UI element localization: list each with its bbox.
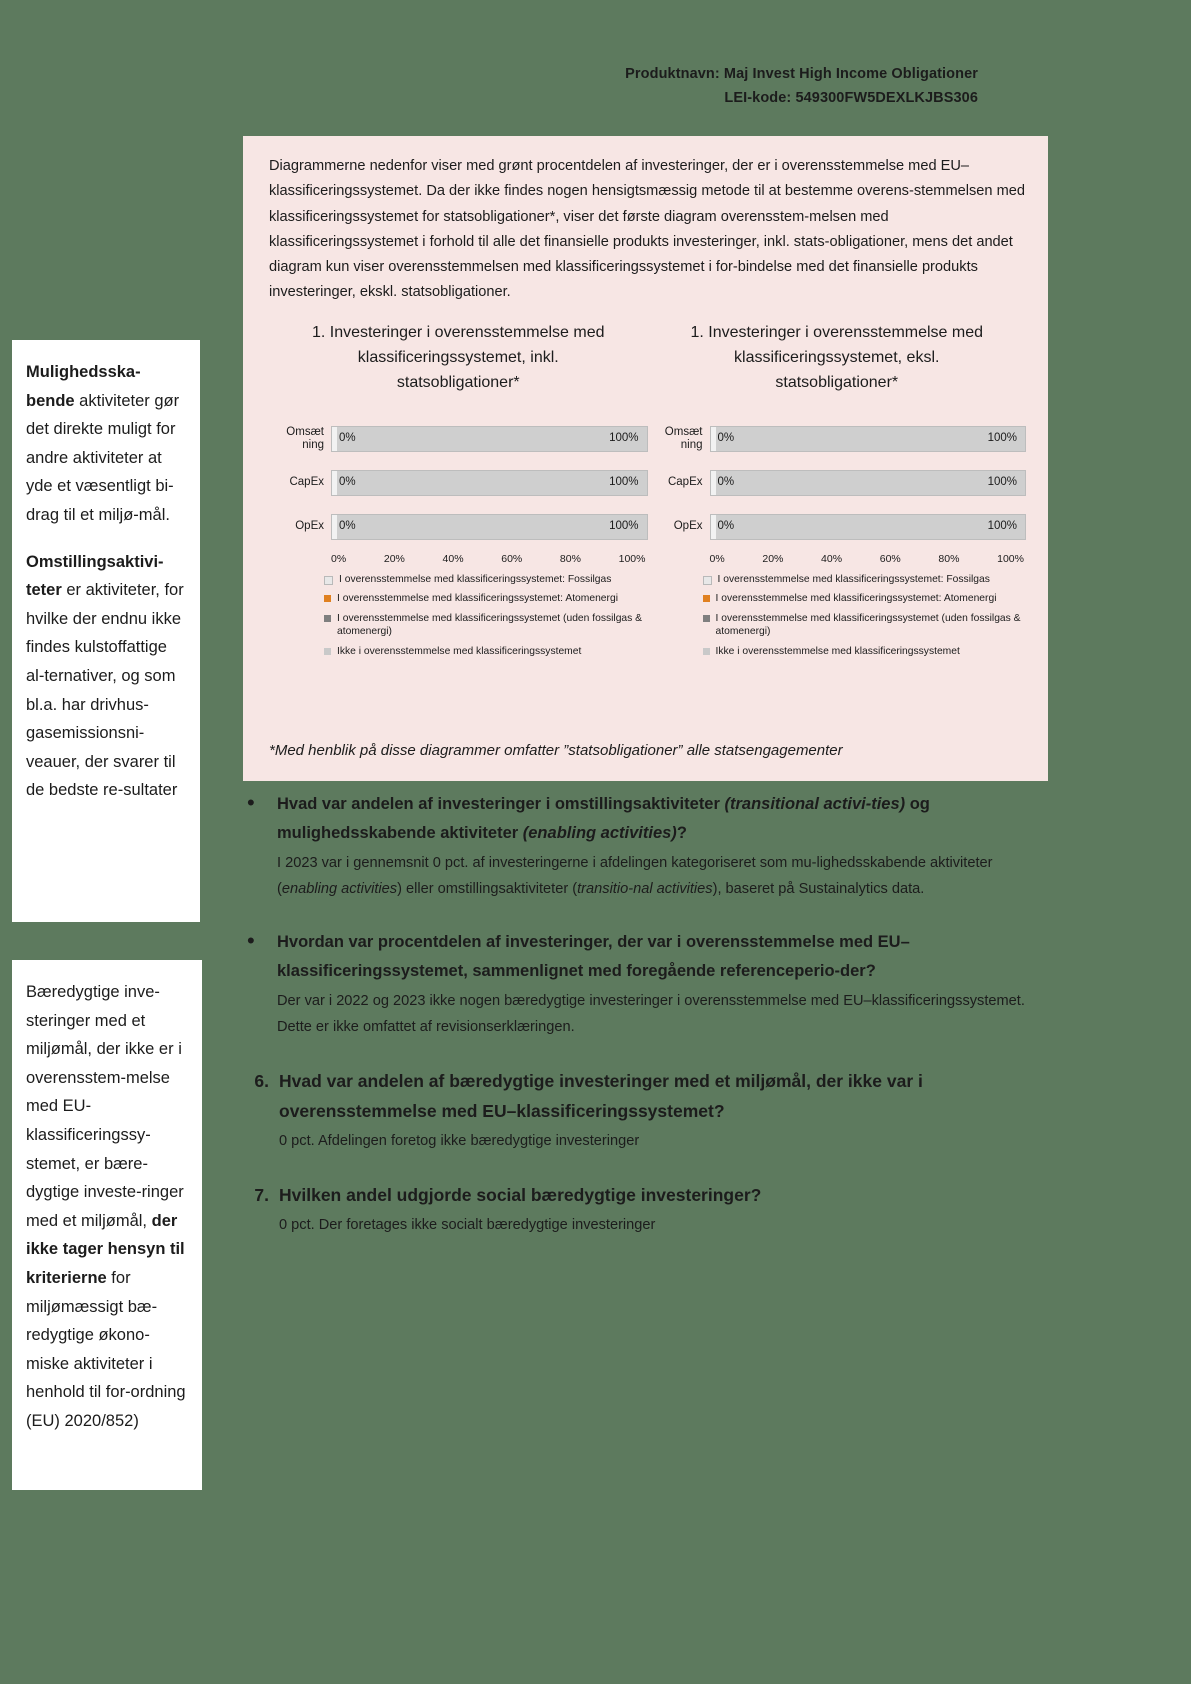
bar-value-right: 100% (609, 519, 639, 532)
main-content (243, 790, 1053, 1264)
definition-enabling-activities (26, 358, 184, 530)
bar-track (331, 470, 648, 496)
legend-label: I overensstemmelse med klassificeringssystemet: Fossilgas (717, 573, 990, 585)
legend-label: I overensstemmelse med klassificeringssystemet: Atomenergi (337, 593, 618, 605)
definition-sustainable-bold: der ikke tager hensyn til kriterierne (26, 1211, 185, 1287)
bar-track (710, 426, 1027, 452)
bar-row (269, 417, 648, 461)
question-italic-2: (enabling activities) (522, 824, 677, 842)
legend-item (703, 573, 1027, 587)
legend-label: Ikke i overensstemmelse med klassificeringssystemet (337, 645, 582, 657)
chart-1-x-axis (331, 553, 648, 565)
bar-row (269, 461, 648, 505)
bar-segment-compliant (711, 471, 716, 495)
chart-incl-sovereign-bonds (269, 320, 648, 665)
answer-text: 0 pct. Der foretages ikke socialt bæredygtige investeringer (279, 1217, 656, 1233)
x-tick: 20% (383, 552, 405, 565)
bar-segment-compliant (711, 515, 716, 539)
charts-container (269, 320, 1026, 665)
bar-category-label: Omsæt ning (286, 425, 324, 451)
question-text (277, 790, 1053, 848)
bar-value-right: 100% (609, 475, 639, 488)
x-tick: 40% (821, 552, 843, 565)
bar-value-left: 0% (717, 431, 735, 444)
legend-swatch-not-aligned (703, 648, 710, 655)
bar-segment-compliant (711, 427, 716, 451)
question-part-2: og mulighedsskabende aktiviteter (277, 795, 930, 842)
bar-category-label: OpEx (673, 520, 703, 533)
x-tick: 0% (709, 552, 725, 565)
question-text: Hvordan var procentdelen af investeringer, der var i overensstemmelse med EU–klassificeringssystemet, sammenlignet med foregående referenceperio-der? (277, 933, 910, 980)
legend-item (324, 573, 648, 587)
chart-excl-sovereign-bonds (648, 320, 1027, 665)
legend-swatch-not-aligned (324, 648, 331, 655)
legend-swatch-aligned (324, 615, 331, 622)
bullet-marker: • (247, 928, 255, 953)
answer-text: 0 pct. Afdelingen foretog ikke bæredygtige investeringer (279, 1133, 640, 1149)
x-tick: 80% (559, 552, 581, 565)
bullet-marker: • (247, 790, 255, 815)
margin-note-definitions-1 (12, 340, 200, 922)
x-tick: 60% (879, 552, 901, 565)
question-part-3: ? (676, 824, 687, 842)
bar-track (710, 514, 1027, 540)
chart-1-bars (269, 417, 648, 549)
legend-label: I overensstemmelse med klassificeringssystemet (uden fossilgas & atomenergi) (337, 612, 643, 638)
bullet-item-comparison-previous-periods (243, 928, 1053, 1040)
product-name-line: Produktnavn: Maj Invest High Income Obligationer (625, 66, 978, 82)
chart-1-legend (324, 573, 648, 659)
bar-row (648, 461, 1027, 505)
lei-code-line: LEI-kode: 549300FW5DEXLKJBS306 (724, 90, 978, 106)
numbered-body (279, 1066, 1053, 1154)
answer-text: Der var i 2022 og 2023 ikke nogen bæredygtige investeringer i overensstemmelse med EU–klassificeringssystemet. Dette er ikke omfattet af revisionserklæringen. (277, 993, 1025, 1035)
legend-swatch-fossilgas (703, 576, 712, 585)
bar-row (269, 505, 648, 549)
question-text: Hvad var andelen af bæredygtige investeringer med et miljømål, der ikke var i overensstemmelse med EU–klassificeringssystemet? (279, 1071, 923, 1121)
chart-2-x-axis (710, 553, 1027, 565)
x-tick: 60% (501, 552, 523, 565)
answer-italic-1: enabling activities (281, 881, 398, 897)
bar-segment-compliant (332, 471, 337, 495)
document-header (625, 62, 978, 110)
legend-item (703, 592, 1027, 606)
legend-item (324, 645, 648, 659)
bar-value-right: 100% (987, 475, 1017, 488)
bullet-item-transitional-enabling (243, 790, 1053, 902)
bar-value-left: 0% (717, 519, 735, 532)
x-tick: 100% (618, 552, 646, 565)
question-text: Hvilken andel udgjorde social bæredygtige investeringer? (279, 1185, 762, 1205)
answer-text (277, 850, 1053, 902)
x-tick: 80% (938, 552, 960, 565)
legend-swatch-fossilgas (324, 576, 333, 585)
x-tick: 100% (997, 552, 1024, 565)
bar-value-left: 0% (717, 475, 735, 488)
legend-label: I overensstemmelse med klassificeringssystemet: Atomenergi (715, 593, 997, 605)
margin-note-definitions-2 (12, 960, 202, 1490)
numbered-item-7 (243, 1180, 1053, 1238)
legend-swatch-aligned (703, 615, 710, 622)
bar-category-label: CapEx (667, 476, 703, 489)
bar-track (331, 426, 648, 452)
question-italic-1: (transitional activi-ties) (724, 795, 906, 813)
answer-part-2: ) eller omstillingsaktiviteter ( (397, 881, 578, 897)
definition-transitional-text: er aktiviteter, for hvilke der endnu ikke findes kulstoffattige al-ternativer, og som bl.a. har drivhus-gasemissionsni-veauer, der svarer til de bedste re-sultater (26, 581, 184, 800)
bar-track (331, 514, 648, 540)
x-tick: 0% (331, 552, 347, 565)
chart-1-title: 1. Investeringer i overensstemmelse med klassificeringssystemet, inkl. statsobligationer* (311, 323, 605, 391)
item-number: 7. (254, 1185, 269, 1205)
x-tick: 40% (442, 552, 464, 565)
legend-label: I overensstemmelse med klassificeringssystemet: Fossilgas (339, 573, 612, 585)
definition-sustainable-part3: for miljømæssigt bæ-redygtige økono-miske aktiviteter i henhold til for-ordning (EU) 2020/852) (26, 1268, 186, 1430)
panel-footnote: *Med henblik på disse diagrammer omfatter ”statsobligationer” alle statsengagementer (269, 742, 843, 759)
question-part-1: Hvad var andelen af investeringer i omstillingsaktiviteter (277, 795, 725, 813)
bar-category-label: OpEx (295, 520, 324, 533)
definition-transitional-activities (26, 548, 184, 805)
x-tick: 20% (762, 552, 784, 565)
bar-category-label: Omsæt ning (664, 425, 703, 451)
chart-2-bars (648, 417, 1027, 549)
bullet-body (277, 928, 1053, 1040)
definition-sustainable-part1: Bæredygtige inve-steringer med et miljømål, der ikke er i overensstem-melse med EU-klassificeringssy-stemet, er bære-dygtige investe-ringer med et miljømål, (26, 983, 184, 1230)
bar-value-left: 0% (339, 475, 356, 488)
taxonomy-charts-panel (243, 136, 1048, 781)
item-number: 6. (254, 1071, 269, 1091)
bar-segment-compliant (332, 427, 337, 451)
bar-value-right: 100% (609, 431, 639, 444)
chart-2-title: 1. Investeringer i overensstemmelse med klassificeringssystemet, eksl. statsobligationer* (690, 323, 984, 391)
legend-item (324, 592, 648, 606)
bar-segment-compliant (332, 515, 337, 539)
bar-value-right: 100% (987, 431, 1017, 444)
chart-2-legend (703, 573, 1027, 659)
legend-item (703, 612, 1027, 639)
definition-sustainable-investments (26, 978, 186, 1436)
bar-category-label: CapEx (289, 476, 324, 489)
definition-enabling-text: aktiviteter gør det direkte muligt for andre aktiviteter at yde et væsentligt bi-drag til et miljø-mål. (26, 391, 180, 524)
bullet-body (277, 790, 1053, 902)
legend-item (703, 645, 1027, 659)
legend-item (324, 612, 648, 639)
legend-swatch-nuclear (324, 595, 331, 602)
legend-label: Ikke i overensstemmelse med klassificeringssystemet (715, 645, 960, 657)
definition-enabling-term: Mulighedsska-bende (26, 363, 141, 410)
numbered-body (279, 1180, 761, 1238)
bar-row (648, 417, 1027, 461)
bar-value-left: 0% (339, 431, 356, 444)
legend-label: I overensstemmelse med klassificeringssystemet (uden fossilgas & atomenergi) (715, 612, 1021, 638)
numbered-item-6 (243, 1066, 1053, 1154)
bar-track (710, 470, 1027, 496)
bar-value-right: 100% (987, 519, 1017, 532)
legend-swatch-nuclear (703, 595, 710, 602)
bar-value-left: 0% (339, 519, 356, 532)
panel-intro-text: Diagrammerne nedenfor viser med grønt procentdelen af investeringer, der er i overensstemmelse med EU–klassificeringssystemet. Da der ikke findes nogen hensigtsmæssig metode til at bestemme overens-stemmelsen med klassificeringssystemet for statsobligationer*, viser det første diagram overensstem-melsen med klassificeringssystemet i forhold til alle det finansielle produkts investeringer, inkl. stats-obligationer, mens det andet diagram kun viser overensstemmelsen med klassificeringssystemet i for-bindelse med det finansielle produkts investeringer, ekskl. statsobligationer. (269, 158, 1025, 301)
answer-part-3: ), baseret på Sustainalytics data. (712, 881, 925, 897)
definition-transitional-term: Omstillingsaktivi-teter (26, 552, 164, 600)
answer-italic-2: transitio-nal activities (577, 881, 713, 897)
bar-row (648, 505, 1027, 549)
answer-part-1: I 2023 var i gennemsnit 0 pct. af investeringerne i afdelingen kategoriseret som mu-lighedsskabende aktiviteter ( (277, 855, 993, 897)
